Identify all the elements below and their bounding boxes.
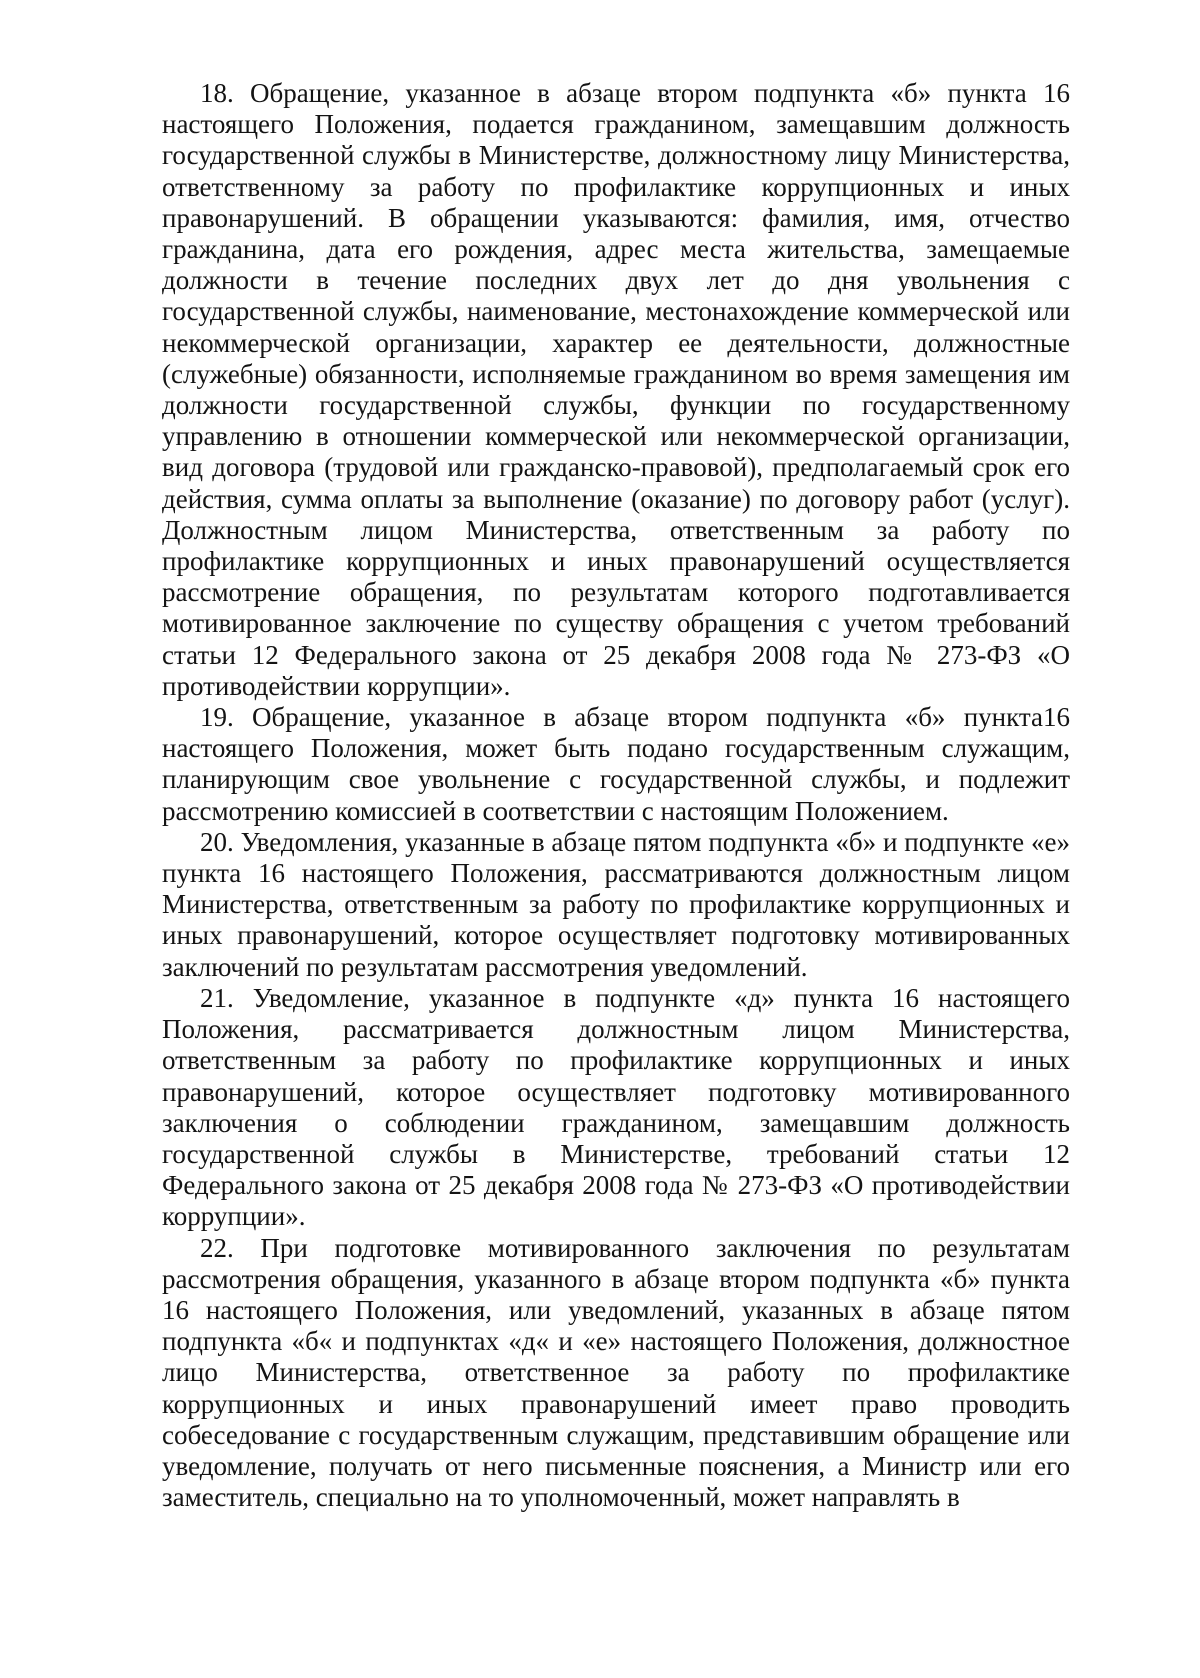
paragraph-18: 18. Обращение, указанное в абзаце втором подпункта «б» пункта 16 настоящего Положения, подается гражданином, замещавшим должность государственной службы в Министерстве, должностному лицу Министерства, ответственному за работу по профилактике коррупционных и иных правонарушений. В обращении указываются: фамилия, имя, отчество гражданина, дата его рождения, адрес места жительства, замещаемые должности в течение последних двух лет до дня увольнения с государственной службы, наименование, местонахождение коммерческой или некоммерческой организации, характер ее деятельности, должностные (служебные) обязанности, исполняемые гражданином во время замещения им должности государственной службы, функции по государственному управлению в отношении коммерческой или некоммерческой организации, вид договора (трудовой или гражданско-правовой), предполагаемый срок его действия, сумма оплаты за выполнение (оказание) по договору работ (услуг). Должностным лицом Министерства, ответственным за работу по профилактике коррупционных и иных правонарушений осуществляется рассмотрение обращения, по результатам которого подготавливается мотивированное заключение по существу обращения с учетом требований статьи 12 Федерального закона от 25 декабря 2008 года № 273-ФЗ «О противодействии коррупции». (162, 78, 1070, 701)
paragraph-21: 21. Уведомление, указанное в подпункте «д» пункта 16 настоящего Положения, рассматривается должностным лицом Министерства, ответственным за работу по профилактике коррупционных и иных правонарушений, которое осуществляет подготовку мотивированного заключения о соблюдении гражданином, замещавшим должность государственной службы в Министерстве, требований статьи 12 Федерального закона от 25 декабря 2008 года № 273-ФЗ «О противодействии коррупции». (162, 982, 1070, 1232)
paragraph-20: 20. Уведомления, указанные в абзаце пятом подпункта «б» и подпункте «е» пункта 16 настоящего Положения, рассматриваются должностным лицом Министерства, ответственным за работу по профилактике коррупционных и иных правонарушений, которое осуществляет подготовку мотивированных заключений по результатам рассмотрения уведомлений. (162, 826, 1070, 982)
paragraph-19: 19. Обращение, указанное в абзаце втором подпункта «б» пункта16 настоящего Положения, может быть подано государственным служащим, планирующим свое увольнение с государственной службы, и подлежит рассмотрению комиссией в соответствии с настоящим Положением. (162, 702, 1070, 826)
document-page (162, 78, 1070, 1513)
paragraph-22: 22. При подготовке мотивированного заключения по результатам рассмотрения обращения, указанного в абзаце втором подпункта «б» пункта 16 настоящего Положения, или уведомлений, указанных в абзаце пятом подпункта «б« и подпунктах «д« и «е» настоящего Положения, должностное лицо Министерства, ответственное за работу по профилактике коррупционных и иных правонарушений имеет право проводить собеседование с государственным служащим, представившим обращение или уведомление, получать от него письменные пояснения, а Министр или его заместитель, специально на то уполномоченный, может направлять в (162, 1232, 1070, 1513)
